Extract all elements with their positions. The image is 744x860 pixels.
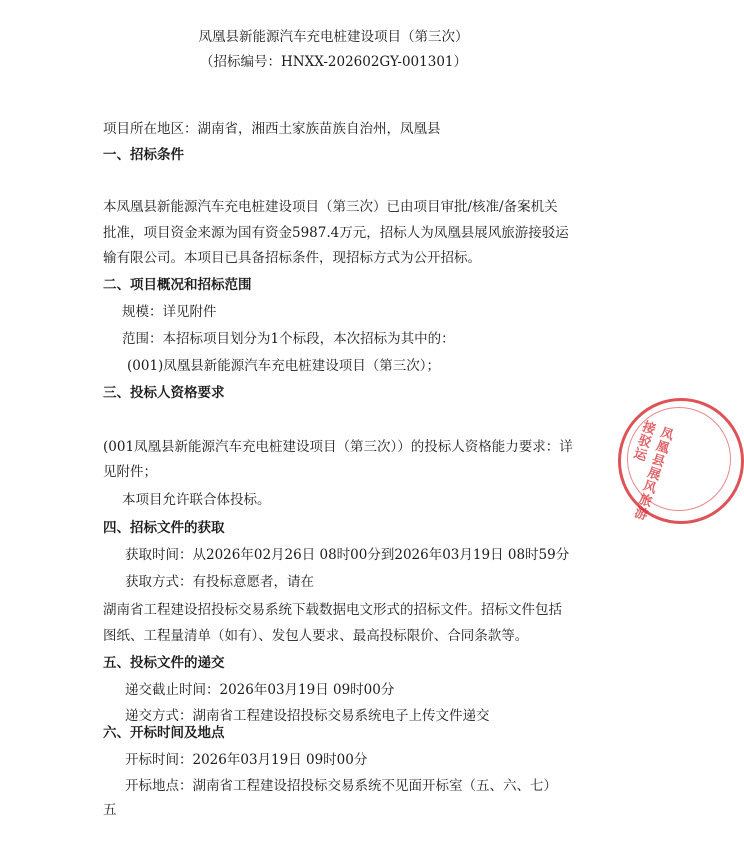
- s3-req-line-2: 见附件；: [103, 464, 157, 480]
- section-6-heading: 六、开标时间及地点: [103, 725, 225, 741]
- s2-scale: 规模：详见附件: [122, 304, 217, 320]
- section-1-heading: 一、招标条件: [103, 147, 184, 163]
- s1-line-3: 输有限公司。本项目已具备招标条件，现招标方式为公开招标。: [103, 250, 481, 266]
- project-location: 项目所在地区：湖南省，湘西土家族苗族自治州，凤凰县: [103, 121, 441, 137]
- section-4-heading: 四、招标文件的获取: [103, 520, 225, 536]
- s4-line-1: 湖南省工程建设招投标交易系统下载数据电文形式的招标文件。招标文件包括: [103, 602, 562, 618]
- section-3-heading: 三、投标人资格要求: [103, 385, 225, 401]
- s1-line-1: 本凤凰县新能源汽车充电桩建设项目（第三次）已由项目审批/核准/备案机关: [103, 199, 558, 215]
- s3-req-line-1: (001凤凰县新能源汽车充电桩建设项目（第三次））的投标人资格能力要求：详: [103, 439, 573, 455]
- s6-time: 开标时间：2026年03月19日 09时00分: [125, 752, 368, 768]
- seal-text: 凤凰县展风旅游接驳运: [629, 418, 675, 522]
- s5-method: 递交方式：湖南省工程建设招投标交易系统电子上传文件递交: [125, 708, 490, 724]
- section-5-heading: 五、投标文件的递交: [103, 655, 225, 671]
- bid-number: （招标编号：HNXX-202602GY-001301）: [200, 54, 467, 70]
- company-seal: [618, 398, 744, 524]
- s4-time: 获取时间：从2026年02月26日 08时00分到2026年03月19日 08时59分: [125, 547, 570, 563]
- s4-line-2: 图纸、工程量清单（如有）、发包人要求、最高投标限价、合同条款等。: [103, 628, 529, 644]
- section-2-heading: 二、项目概况和招标范围: [103, 277, 252, 293]
- s6-place: 开标地点：湖南省工程建设招投标交易系统不见面开标室（五、六、七）: [125, 778, 557, 794]
- s2-lot: (001)凤凰县新能源汽车充电桩建设项目（第三次）；: [127, 358, 441, 374]
- s4-method: 获取方式：有投标意愿者，请在: [125, 574, 314, 590]
- document-title: 凤凰县新能源汽车充电桩建设项目（第三次）: [198, 29, 469, 45]
- s5-deadline: 递交截止时间：2026年03月19日 09时00分: [125, 682, 395, 698]
- s1-line-2: 批准，项目资金来源为国有资金5987.4万元，招标人为凤凰县展风旅游接驳运: [103, 225, 569, 241]
- s6-place-cont: 五: [103, 802, 117, 818]
- s3-joint-bid: 本项目允许联合体投标。: [122, 492, 271, 508]
- s2-scope: 范围：本招标项目划分为1个标段，本次招标为其中的：: [122, 331, 455, 347]
